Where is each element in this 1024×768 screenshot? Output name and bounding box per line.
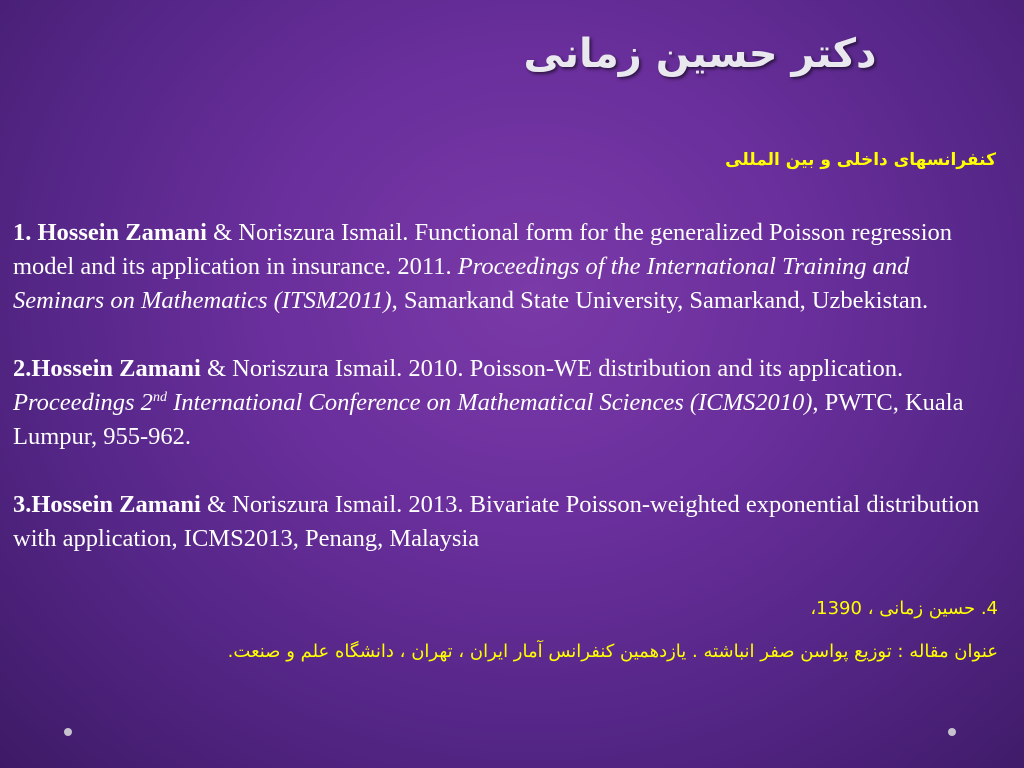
reference-item-1 bbox=[13, 216, 1003, 318]
persian-reference-line-1: 4. حسین زمانی ، 1390، bbox=[810, 598, 998, 619]
reference-ordinal-suffix: nd bbox=[152, 389, 167, 405]
reference-author: Hossein Zamani bbox=[31, 491, 201, 518]
reference-number: 2. bbox=[13, 355, 32, 382]
persian-reference-line-2: عنوان مقاله : توزیع پواسن صفر انباشته . یازدهمین کنفرانس آمار ایران ، تهران ، دانشگاه علم و صنعت. bbox=[227, 641, 998, 662]
reference-location: , PWTC, Kuala Lumpur, 955-962. bbox=[13, 389, 964, 450]
section-heading: کنفرانسهای داخلی و بین المللی bbox=[725, 150, 996, 170]
reference-author: Hossein Zamani bbox=[31, 355, 201, 382]
decorative-dot-right bbox=[948, 728, 956, 736]
reference-item-2 bbox=[13, 352, 1003, 454]
reference-text: & Noriszura Ismail. 2010. Poisson-WE distribution and its application. bbox=[200, 355, 904, 382]
decorative-dot-left bbox=[64, 728, 72, 736]
reference-list bbox=[13, 216, 1003, 590]
reference-venue: Proceedings 2 bbox=[13, 389, 153, 416]
reference-author: Hossein Zamani bbox=[37, 219, 207, 246]
reference-text: & Noriszura Ismail. Functional form for the generalized Poisson regression model and its application in insurance. 2011. bbox=[13, 219, 953, 280]
slide-title: دکتر حسین زمانی bbox=[523, 31, 877, 77]
reference-venue-cont: International Conference on Mathematical Sciences (ICMS2010) bbox=[166, 389, 813, 416]
reference-text: & Noriszura Ismail. 2013. Bivariate Poisson-weighted exponential distribution with application, ICMS2013, Penang, Malaysia bbox=[13, 491, 980, 552]
reference-number: 1. bbox=[13, 219, 38, 246]
reference-item-3 bbox=[13, 488, 1003, 556]
reference-location: , Samarkand State University, Samarkand, Uzbekistan. bbox=[391, 287, 929, 314]
reference-number: 3. bbox=[13, 491, 32, 518]
reference-venue: Proceedings of the International Training and Seminars on Mathematics (ITSM2011) bbox=[13, 253, 910, 314]
